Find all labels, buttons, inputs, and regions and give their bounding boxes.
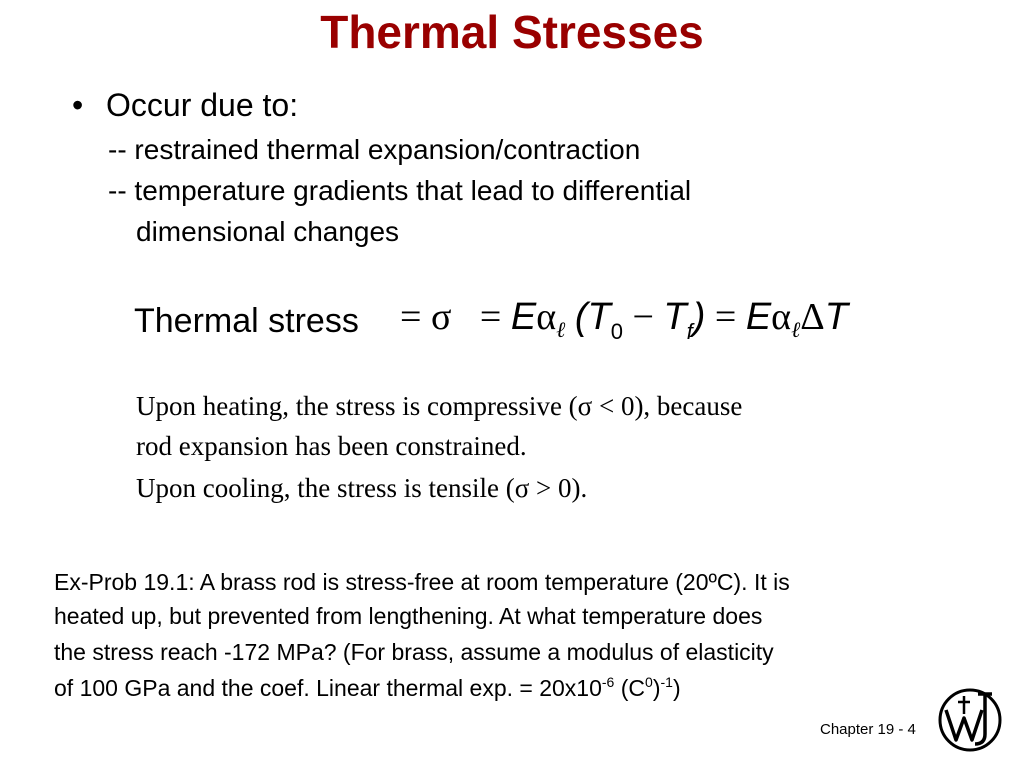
eq-ell-subscript: ℓ <box>556 317 566 342</box>
eq-alpha: α <box>536 296 557 338</box>
eq-temperature: T <box>663 296 687 338</box>
sub-item-gradients: -- temperature gradients that lead to differential <box>108 175 692 206</box>
eq-temperature: T <box>587 296 611 338</box>
eq-modulus: E <box>745 296 772 338</box>
eq-modulus: E <box>510 296 537 338</box>
slide-footer: Chapter 19 - 4 <box>820 721 916 738</box>
eq-equals: = <box>714 296 737 338</box>
problem-text: of 100 GPa and the coef. Linear thermal exp. = 20x10 <box>54 675 602 701</box>
exponent: -6 <box>601 674 615 690</box>
eq-minus: − <box>632 296 654 338</box>
thermal-stress-equation <box>400 292 848 357</box>
eq-sub-f: f <box>686 319 693 344</box>
bullet-item <box>72 85 298 125</box>
note-cooling: Upon cooling, the stress is tensile (σ > 0). <box>136 473 588 503</box>
eq-close-paren: ) <box>692 296 706 338</box>
publisher-logo-icon <box>934 684 1006 756</box>
eq-ell-subscript: ℓ <box>791 317 801 342</box>
eq-open-paren: ( <box>574 296 588 338</box>
sub-item-restrained: -- restrained thermal expansion/contraction <box>108 134 641 165</box>
slide-title: Thermal Stresses <box>320 6 704 58</box>
exponent: 0 <box>645 674 653 690</box>
equation-label: Thermal stress <box>134 302 359 340</box>
note-heating-continued: rod expansion has been constrained. <box>136 431 527 461</box>
bullet-marker: • <box>72 87 84 123</box>
eq-delta: Δ <box>800 296 825 338</box>
problem-line: the stress reach -172 MPa? (For brass, assume a modulus of elasticity <box>54 639 774 665</box>
eq-temperature: T <box>824 296 848 338</box>
eq-sub-zero: 0 <box>610 319 623 344</box>
eq-alpha: α <box>771 296 792 338</box>
bullet-text: Occur due to: <box>106 87 299 123</box>
problem-line: heated up, but prevented from lengthening. At what temperature does <box>54 603 763 629</box>
eq-equals: = <box>479 296 502 338</box>
problem-text: (C <box>614 675 646 701</box>
problem-line: Ex-Prob 19.1: A brass rod is stress-free at room temperature (20ºC). It is <box>54 569 790 595</box>
eq-sigma: σ <box>430 296 452 338</box>
exponent: -1 <box>660 674 673 690</box>
eq-equals: = <box>400 296 422 338</box>
note-heating: Upon heating, the stress is compressive (σ < 0), because <box>136 391 743 421</box>
problem-line <box>54 672 681 705</box>
problem-text: ) <box>652 675 661 701</box>
problem-text: ) <box>672 675 681 701</box>
sub-item-gradients-continued: dimensional changes <box>136 216 400 247</box>
